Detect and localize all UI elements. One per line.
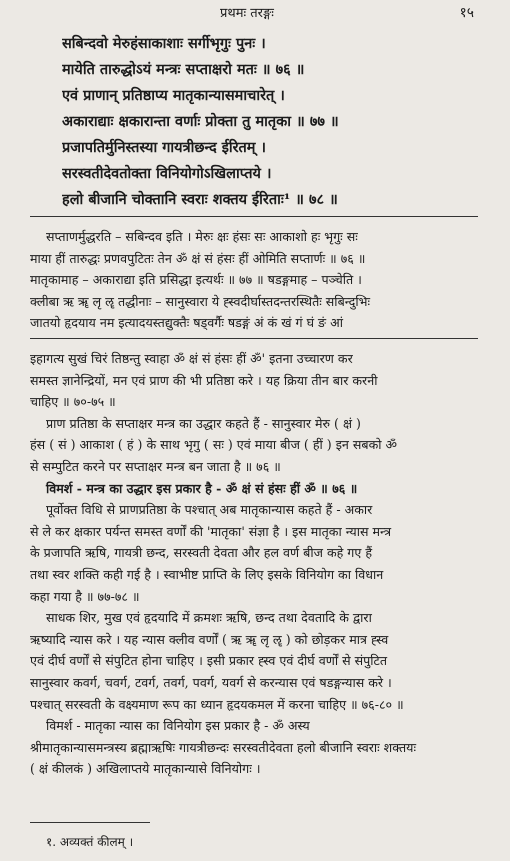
sanskrit-commentary xyxy=(30,226,478,334)
verse-line: प्रजापतिर्मुनिस्तस्या गायत्रीछन्द ईरितम् । xyxy=(62,139,267,156)
text-line: समस्त ज्ञानेन्द्रियों, मन एवं प्राण की भी प्रतिष्ठा करे । यह क्रिया तीन बार करनी xyxy=(30,372,378,388)
page-header xyxy=(0,3,510,23)
text-line: साधक शिर, मुख एवं हृदयादि में क्रमशः ऋषि, छन्द तथा देवतादि के द्वारा xyxy=(46,610,372,626)
footnote-divider xyxy=(30,822,150,823)
text-line: हंस ( सं ) आकाश ( हं ) के साथ भृगु ( सः ) एवं माया बीज ( हीं ) इन सबको ॐ xyxy=(30,437,398,453)
text-line: प्राण प्रतिष्ठा के सप्ताक्षर मन्त्र का उद्धार कहते हैं - सानुस्वार मेरु ( क्षं ) xyxy=(46,415,361,431)
commentary-line: सप्ताणर्मुद्धरति – सबिन्दव इति । मेरुः क्षः हंसः सः आकाशो हः भृगुः सः xyxy=(46,229,358,244)
commentary-line: मातृकामाह – अकाराद्या इति प्रसिद्धा इत्यर्थः ॥ ७७ ॥ षडङ्गमाह – पञ्चेति । xyxy=(30,272,362,288)
verse-line: अकाराद्याः क्षकारान्ता वर्णाः प्रोक्ता तु मातृका ॥ ७७ ॥ xyxy=(62,113,339,130)
verse-line: सरस्वतीदेवतोक्ता विनियोगोऽखिलाप्तये । xyxy=(62,165,272,182)
text-line: इहागत्य सुखं चिरं तिष्ठन्तु स्वाहा ॐ क्षं सं हंसः हीं ॐ' इतना उच्चारण कर xyxy=(30,351,353,366)
vimarsh-line: विमर्श - मन्त्र का उद्धार इस प्रकार है - ॐ क्षं सं हंसः हीं ॐ ॥ ७६ ॥ xyxy=(46,480,358,496)
text-line: से ले कर क्षकार पर्यन्त समस्त वर्णों की 'मातृका' संज्ञा है । इस मातृका न्यास मन्त्र xyxy=(30,523,392,539)
verse-line: हलो बीजानि चोक्तानि स्वराः शक्तय ईरिताः¹ ॥ ७८ ॥ xyxy=(62,191,338,208)
text-line: कहा गया है ॥ ७७-७८ ॥ xyxy=(30,588,140,604)
divider xyxy=(30,338,478,339)
text-line: पूर्वोक्त विधि से प्राणप्रतिष्ठा के पश्चात् अब मातृकान्यास कहते हैं - अकार xyxy=(46,502,373,518)
text-line: सानुस्वार कवर्ग, चवर्ग, टवर्ग, तवर्ग, पवर्ग, यवर्ग से करन्यास एवं षडङ्गन्यास करे । xyxy=(30,674,392,690)
commentary-line: जातयो हृदयाय नम इत्यादयस्तद्युक्तैः षड्वर्गैः षडङ्गं अं कं खं गं घं ङं आं xyxy=(30,315,343,331)
text-line: चाहिए ॥ ७०-७५ ॥ xyxy=(30,394,116,410)
text-line: के प्रजापति ऋषि, गायत्री छन्द, सरस्वती देवता और हल वर्ण बीज कहे गए हैं xyxy=(30,545,373,561)
chapter-title: प्रथमः तरङ्गः xyxy=(220,6,274,21)
divider xyxy=(30,216,478,217)
text-line: एवं दीर्घ वर्णों से संपुटित होना चाहिए । इसी प्रकार ह्स्व एवं दीर्घ वर्णों से संपुटित xyxy=(30,653,388,669)
commentary-line: क्लीबा ऋ ॠ लृ ॡ तद्धीनाः – सानुस्वारा ये ह्स्वदीर्घास्तदन्तरस्थितैः सबिन्दुभिः xyxy=(30,293,371,309)
sanskrit-verses xyxy=(62,33,462,215)
text-line: तथा स्वर शक्ति कही गई है । स्वाभीष्ट प्राप्ति के लिए इसके विनियोग का विधान xyxy=(30,566,384,582)
verse-line: सबिन्दवो मेरुहंसाकाशाः सर्गीभृगुः पुनः । xyxy=(62,35,266,52)
vimarsh-line: विमर्श - मातृका न्यास का विनियोग इस प्रकार है - ॐ अस्य xyxy=(46,718,310,734)
page-number: १५ xyxy=(459,5,474,21)
text-line: पश्चात् सरस्वती के वक्ष्यमाण रूप का ध्यान हृदयकमल में करना चाहिए ॥ ७६-८० ॥ xyxy=(30,696,404,712)
verse-line: एवं प्राणान् प्रतिष्ठाप्य मातृकान्यासमाचारेत् । xyxy=(62,87,285,104)
text-line: से सम्पुटित करने पर सप्ताक्षर मन्त्र बन जाता है ॥ ७६ ॥ xyxy=(30,458,281,474)
footnote: १. अव्यक्तं कीलम् । xyxy=(46,835,134,849)
text-line: श्रीमातृकान्यासमन्त्रस्य ब्रह्माऋषिः गायत्रीछन्दः सरस्वतीदेवता हलो बीजानि स्वराः शक्तयः xyxy=(30,739,416,755)
text-line: ऋष्यादि न्यास करे । यह न्यास क्लीव वर्णों ( ऋ ॠ लृ ॡ ) को छोड़कर मात्र ह्स्व xyxy=(30,631,389,647)
hindi-translation xyxy=(30,348,478,780)
text-line: ( क्षं कीलकं ) अखिलाप्तये मातृकान्यासे विनियोगः । xyxy=(30,761,261,777)
verse-line: मायेति तारुद्धोऽयं मन्त्रः सप्ताक्षरो मतः ॥ ७६ ॥ xyxy=(62,61,305,78)
commentary-line: माया हीं तारुद्धः प्रणवपुटितः तेन ॐ क्षं सं हंसः हीं ओमिति सप्तार्णः ॥ ७६ ॥ xyxy=(30,250,366,266)
